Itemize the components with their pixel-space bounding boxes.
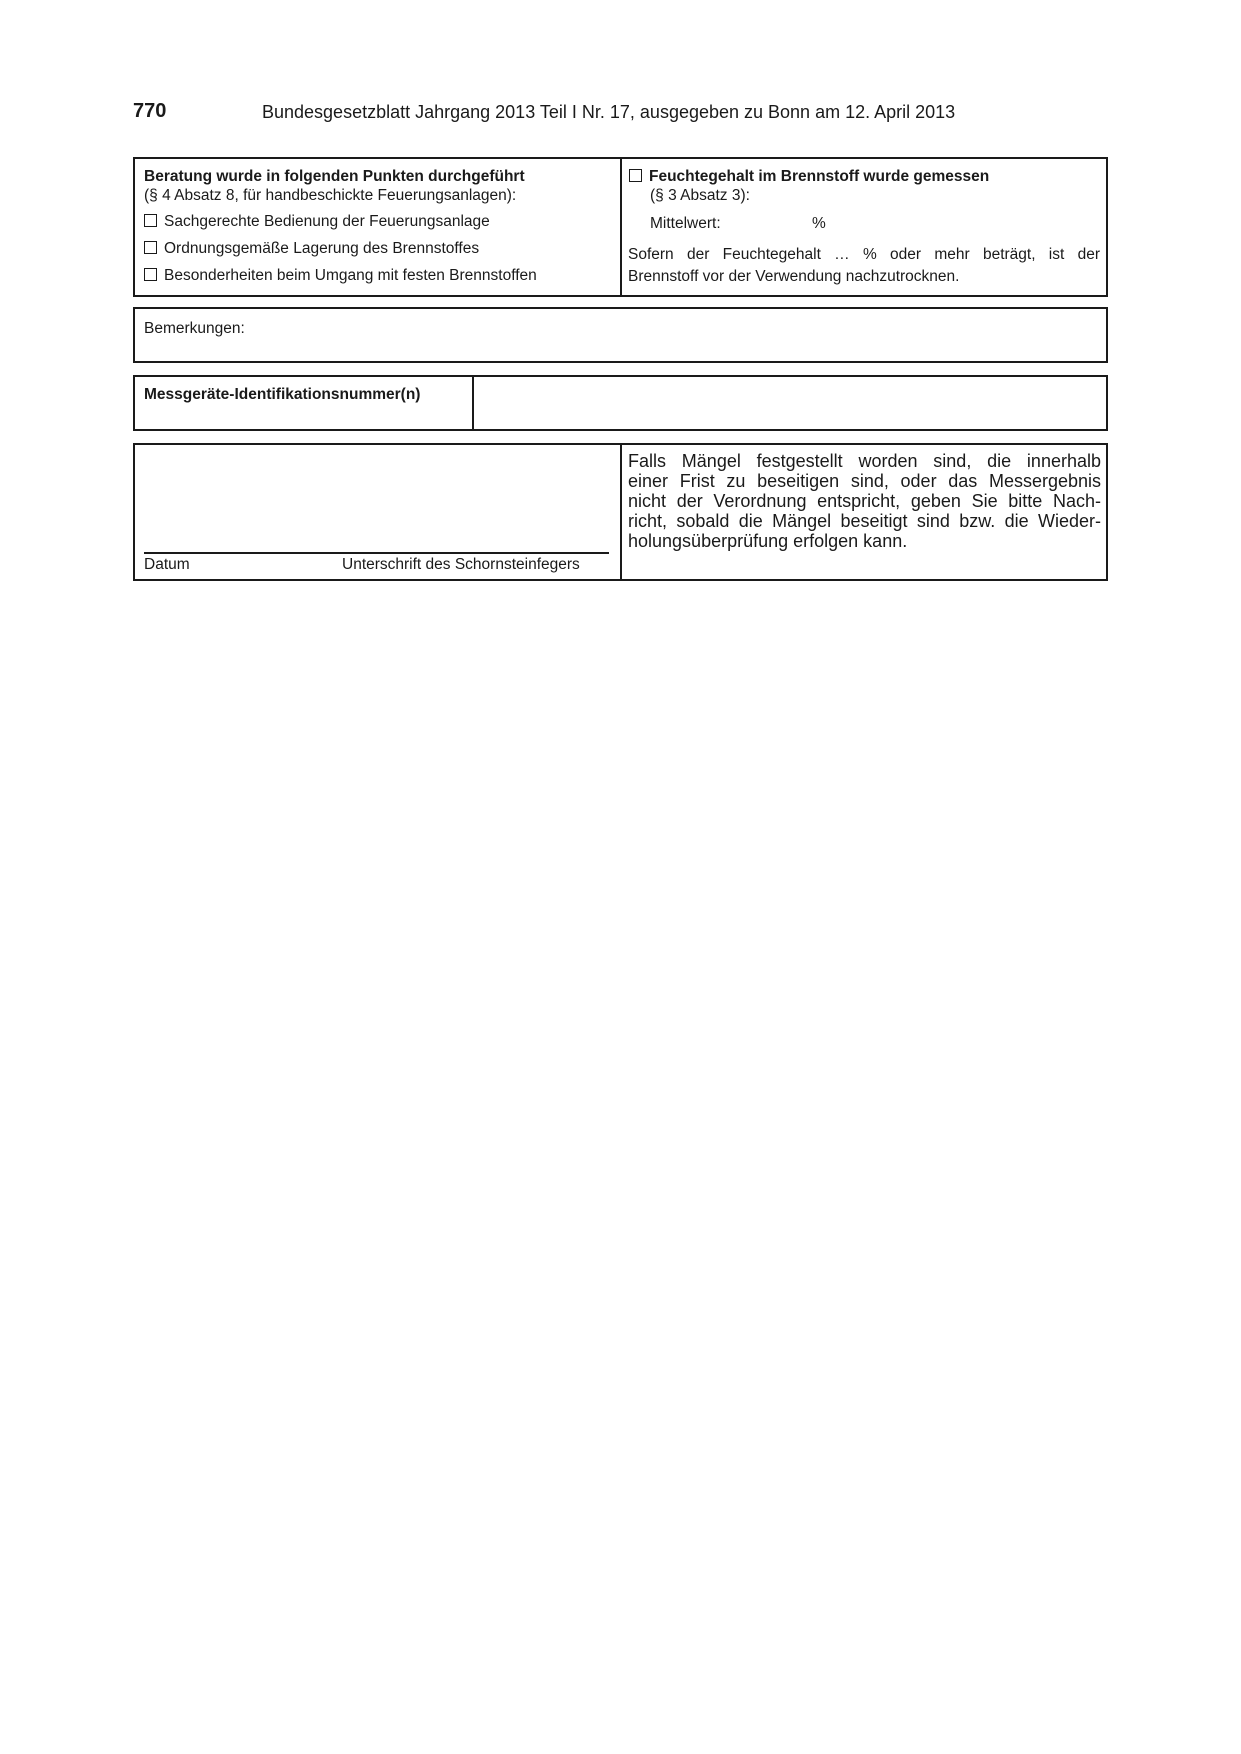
notice-line2: einer Frist zu beseitigen sind, oder das Messergebnis xyxy=(628,471,1101,491)
feuchte-heading: Feuchtegehalt im Brennstoff wurde gemessen xyxy=(649,168,990,185)
option-label: Sachgerechte Bedienung der Feuerungsanlage xyxy=(164,213,490,230)
beratung-option-lagerung[interactable] xyxy=(144,239,479,258)
signature-line xyxy=(144,552,609,554)
header-title: Bundesgesetzblatt Jahrgang 2013 Teil I Nr. 17, ausgegeben zu Bonn am 12. April 2013 xyxy=(262,102,956,122)
bemerkungen-label: Bemerkungen: xyxy=(144,320,245,337)
column-divider xyxy=(472,377,474,429)
notice-line5: holungsüberprüfung erfolgen kann. xyxy=(628,531,908,551)
unterschrift-label: Unterschrift des Schornsteinfegers xyxy=(342,556,580,573)
notice-line1: Falls Mängel festgestellt worden sind, die innerhalb xyxy=(628,451,1101,471)
feuchte-note-line2: Brennstoff vor der Verwendung nachzutrocknen. xyxy=(628,268,960,285)
beratung-heading: Beratung wurde in folgenden Punkten durchgeführt xyxy=(144,168,525,185)
checkbox-icon[interactable] xyxy=(144,241,157,254)
option-label: Besonderheiten beim Umgang mit festen Brennstoffen xyxy=(164,267,537,284)
checkbox-icon[interactable] xyxy=(629,169,642,182)
beratung-subheading: (§ 4 Absatz 8, für handbeschickte Feuerungsanlagen): xyxy=(144,187,517,204)
signature-notice-box xyxy=(133,443,1108,581)
notice-line3: nicht der Verordnung entspricht, geben Sie bitte Nach- xyxy=(628,491,1101,511)
beratung-feuchte-box xyxy=(133,157,1108,297)
column-divider xyxy=(620,445,622,579)
datum-label: Datum xyxy=(144,556,190,573)
column-divider xyxy=(620,159,622,295)
mittelwert-percent-unit: % xyxy=(812,215,826,232)
mittelwert-label: Mittelwert: xyxy=(650,215,721,232)
bemerkungen-box xyxy=(133,307,1108,363)
checkbox-icon[interactable] xyxy=(144,214,157,227)
messgeraete-label: Messgeräte-Identifikationsnummer(n) xyxy=(144,386,421,403)
beratung-option-besonderheiten[interactable] xyxy=(144,266,537,285)
feuchte-heading-row[interactable] xyxy=(629,167,989,186)
feuchte-subheading: (§ 3 Absatz 3): xyxy=(650,187,750,204)
checkbox-icon[interactable] xyxy=(144,268,157,281)
messgeraete-box xyxy=(133,375,1108,431)
page-number: 770 xyxy=(133,100,167,122)
notice-line4: richt, sobald die Mängel beseitigt sind bzw. die Wieder- xyxy=(628,511,1101,531)
feuchte-note-line1: Sofern der Feuchtegehalt … % oder mehr beträgt, ist der xyxy=(628,246,1100,263)
option-label: Ordnungsgemäße Lagerung des Brennstoffes xyxy=(164,240,480,257)
beratung-option-bedienung[interactable] xyxy=(144,212,490,231)
